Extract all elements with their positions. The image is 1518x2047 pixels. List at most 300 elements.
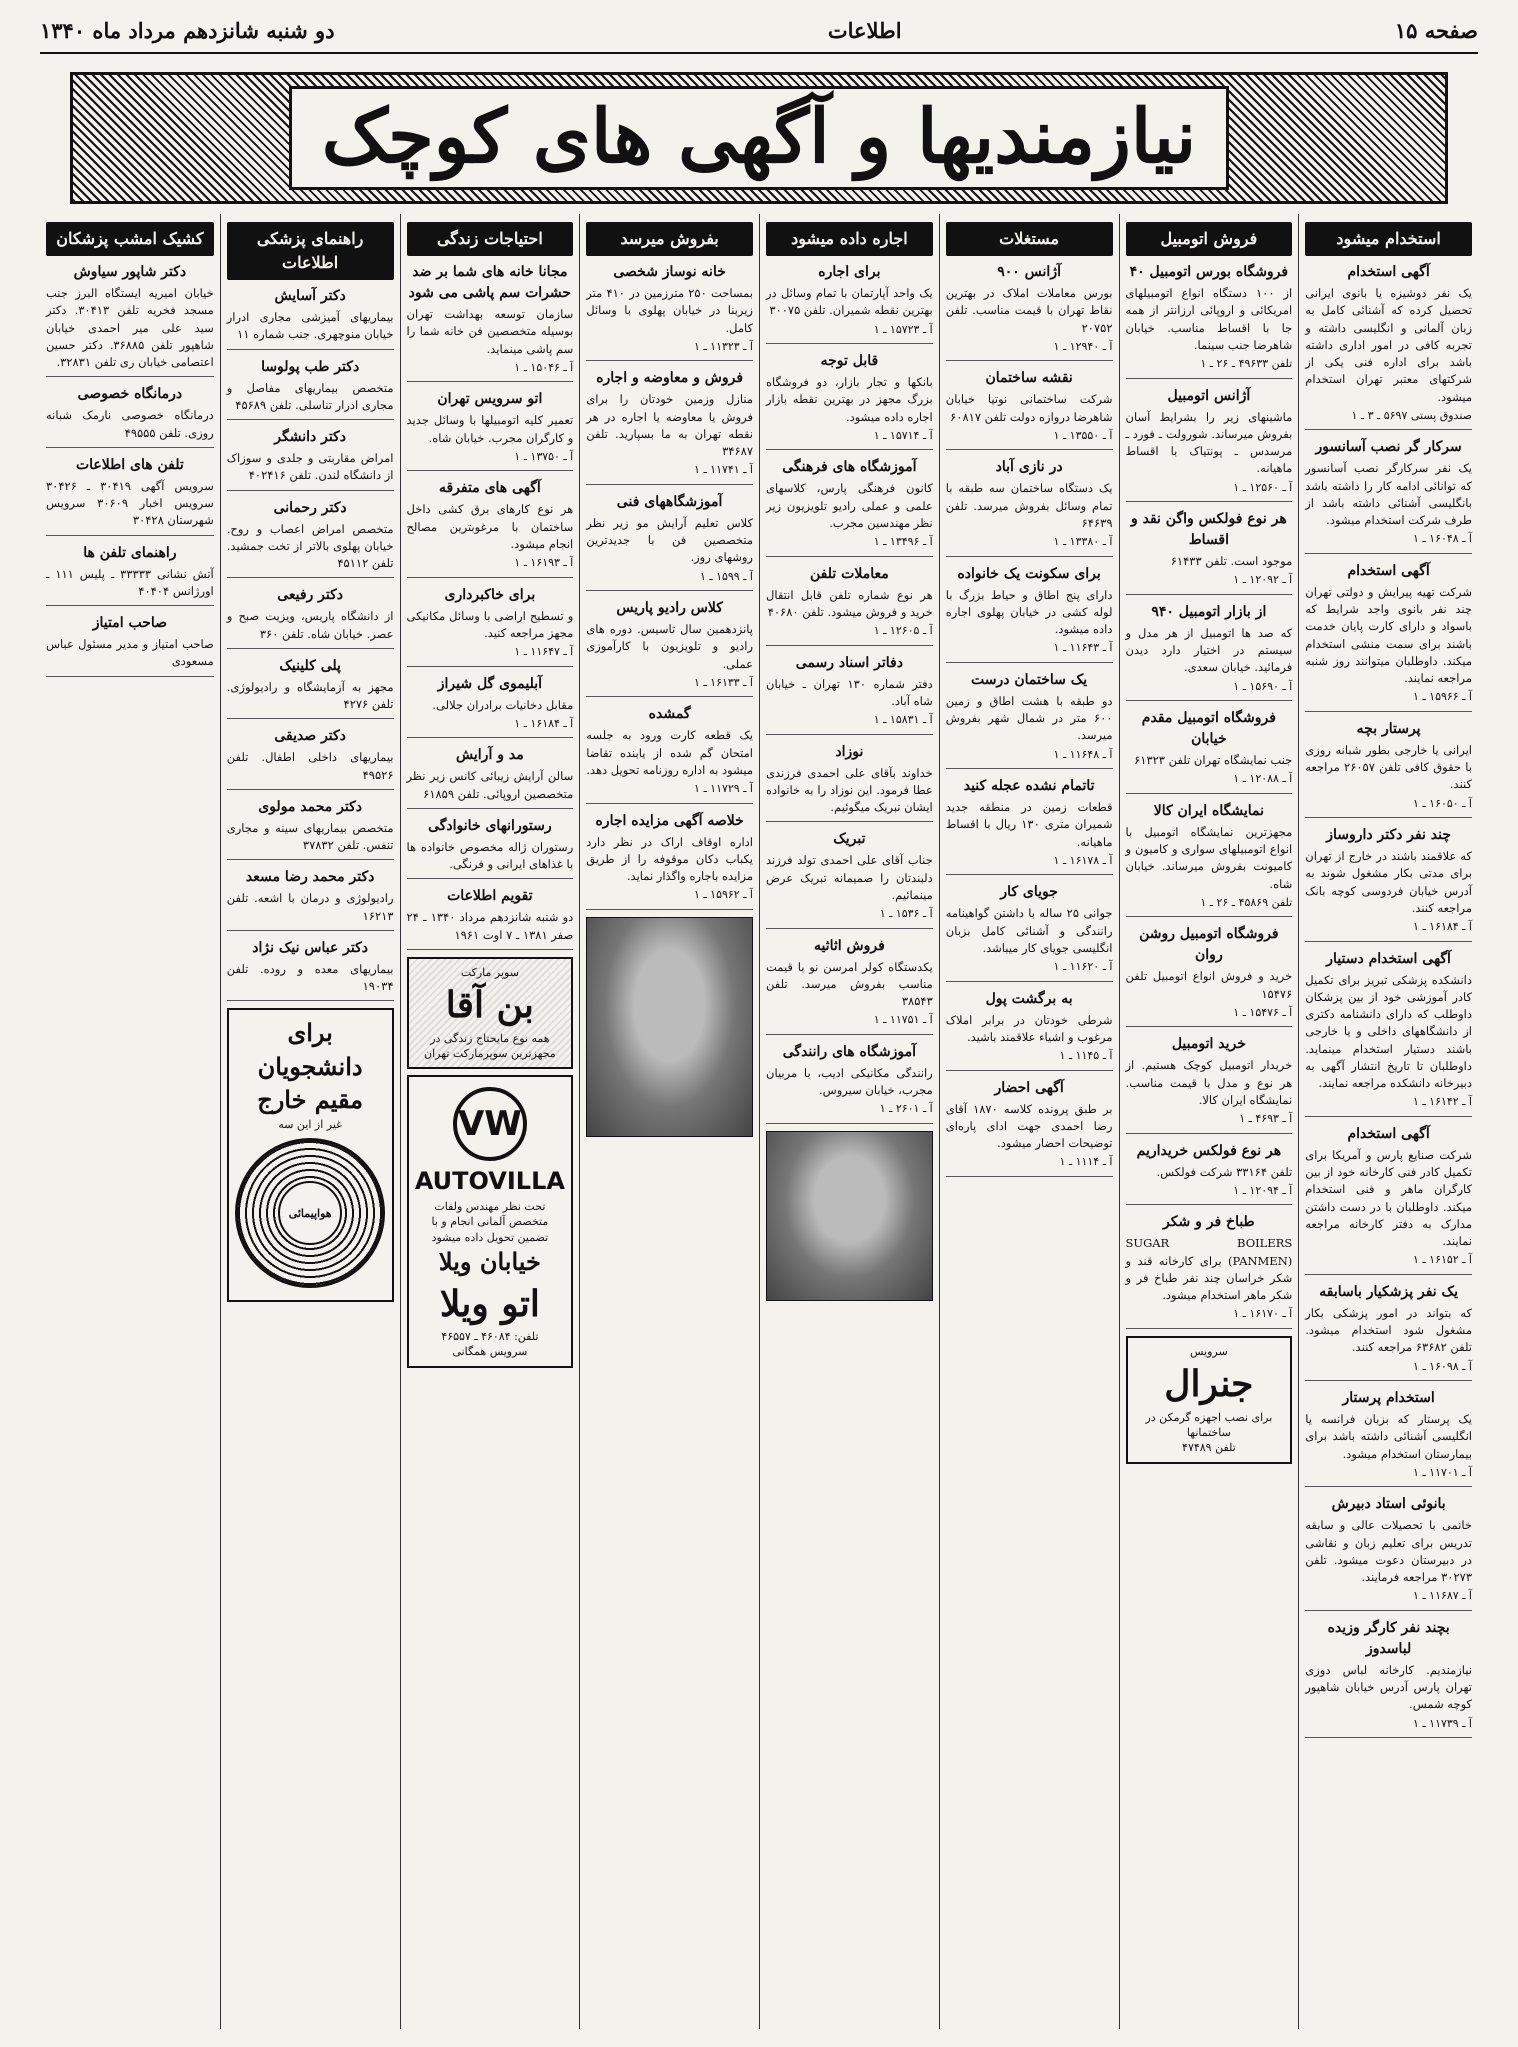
general-line1: سرویس [1190, 1344, 1228, 1358]
classified-ad [46, 384, 214, 448]
classified-ad [946, 670, 1113, 769]
ad-body: صاحب امتیاز و مدیر مسئول عباس مسعودی [46, 637, 214, 669]
classified-ad [1305, 561, 1472, 712]
airline-disc-icon [235, 1138, 385, 1288]
ad-title: پلی کلینیک [279, 657, 341, 674]
ad-title: نمایشگاه ایران کالا [1153, 802, 1265, 819]
ad-divider [227, 930, 394, 931]
ad-divider [46, 676, 214, 677]
ad-title: راهنمای تلفن ها [83, 544, 177, 561]
ad-body: تلفن ۳۳۱۶۴ شرکت فولکس. [1156, 1164, 1293, 1179]
ad-title: صاحب امتیاز [92, 615, 168, 631]
ad-reference: آ ـ ۱۱۷۲۹ ـ ۱ [694, 782, 753, 795]
ad-body: بورس معاملات املاک در بهترین نقاط تهران با قیمت مناسب. تلفن ۲۰۷۵۲ [945, 286, 1113, 335]
classified-ad [766, 936, 933, 1035]
ad-reference: آ ـ ۱۱۱۴ ـ ۱ [1059, 1155, 1113, 1169]
section-heading: فروش اتومبیل [1126, 222, 1293, 256]
page-header [40, 8, 1478, 54]
ad-body: که صد ها اتومبیل از هر مدل و سیستم در اختیار دارد دیدن فرمائید. خیابان سعدی. [1125, 625, 1293, 675]
section-heading: راهنمای پزشکی اطلاعات [227, 222, 394, 280]
ad-reference: آ ـ ۱۶۱۵۲ ـ ۱ [1413, 1253, 1472, 1267]
ad-divider [766, 1034, 933, 1035]
ad-reference: آ ـ ۱۶۱۷۸ ـ ۱ [1053, 853, 1113, 867]
supermarket-name: بن آقا [445, 984, 534, 1027]
ad-divider [766, 734, 933, 735]
classified-ad [1126, 1034, 1293, 1133]
ad-body: قطعات زمین در منطقه جدید شمیران متری ۱۳۰ ریال با اقساط ماهیانه. [945, 800, 1113, 849]
ad-title: تقویم اطلاعات [447, 888, 533, 905]
classified-ad [766, 829, 933, 928]
classified-ad [1305, 1494, 1472, 1611]
ad-divider [1305, 1610, 1472, 1611]
ad-title: آموزشگاه های رانندگی [782, 1043, 916, 1060]
ad-title: آگهی استخدام [1347, 562, 1430, 579]
ad-divider [407, 470, 574, 471]
ad-reference: آ ـ ۱۶۱۳۳ ـ ۱ [694, 675, 753, 689]
column-medical-guide [220, 214, 400, 2029]
section-heading: احتیاجات زندگی [407, 222, 574, 256]
ad-title: آموزشگاه های فرهنگی [782, 459, 917, 476]
classified-ad [1126, 1141, 1293, 1206]
ad-reference: آ ـ ۱۲۰۹۴ ـ ۱ [1233, 1183, 1293, 1197]
classified-ad [227, 585, 394, 649]
ad-title: آژانس اتومبیل [1167, 387, 1251, 404]
page-number: صفحه ۱۵ [1394, 17, 1478, 43]
general-phone: تلفن ۴۷۴۸۹ [1182, 1441, 1236, 1455]
ad-reference: آ ـ ۱۱۴۵ ـ ۱ [1059, 1049, 1113, 1062]
ad-divider [1126, 916, 1293, 917]
ad-body: که علاقمند باشند در خارج از تهران برای مدتی بکار مشغول شوند به آدرس خیابان فردوسی کوچه بانک مراجعه کنند. [1305, 849, 1472, 915]
classified-ad [766, 653, 933, 735]
ad-title: جویای کار [1000, 884, 1058, 901]
classified-ad [227, 867, 394, 931]
ad-divider [946, 449, 1113, 450]
ad-title: تلفن های اطلاعات [75, 456, 184, 473]
classified-ad [1126, 602, 1293, 701]
ad-divider [946, 981, 1113, 982]
classified-ad [1305, 949, 1472, 1117]
ad-reference: آ ـ ۱۲۹۴۰ ـ ۱ [1053, 339, 1113, 353]
ad-title: آگهی های متفرقه [438, 480, 541, 497]
ad-reference: آ ـ ۱۶۰۵۰ ـ ۱ [1413, 796, 1472, 810]
classified-ad [946, 989, 1113, 1071]
ad-divider [227, 419, 394, 420]
classified-ad [946, 564, 1113, 663]
general-service-ad [1126, 1336, 1293, 1464]
autovilla-latin: AUTOVILLA [414, 1167, 565, 1196]
ad-reference: آ ـ ۱۱۳۲۳ ـ ۱ [694, 339, 753, 353]
classified-ad [1305, 825, 1472, 942]
ad-divider [407, 808, 574, 809]
ad-divider [586, 909, 753, 910]
classified-ad [1305, 262, 1472, 430]
vw-logo-icon: VW [453, 1087, 527, 1161]
ad-title: از بازار اتومبیل ۹۴۰ [1151, 603, 1267, 620]
ad-divider [407, 949, 574, 950]
classified-ad [586, 492, 753, 591]
ad-divider [1305, 941, 1472, 942]
ad-reference: آ ـ ۲۶۰۱ ـ ۱ [879, 1102, 933, 1116]
ad-reference: آ ـ ۱۶۱۴۲ ـ ۱ [1413, 1095, 1472, 1109]
ad-title: به برگشت پول [985, 990, 1073, 1007]
ad-body: خریدار اتومبیل کوچک هستیم. از هر نوع و مدل با قیمت مناسب. نمایشگاه ایران کالا. [1125, 1058, 1293, 1107]
general-line3: برای نصب اجهزه گرمکن در ساختمانها [1145, 1410, 1273, 1439]
ad-reference: آ ـ ۱۳۳۸۰ ـ ۱ [1053, 535, 1113, 548]
column-for-sale [579, 214, 759, 2029]
classified-ad [227, 498, 394, 579]
section-heading: بفروش میرسد [586, 222, 753, 256]
classified-ad [227, 357, 394, 421]
ad-reference: آ ـ ۴۶۹۳ ـ ۱ [1239, 1112, 1293, 1125]
ad-body: مقابل دخانیات برادران جلالی. [432, 697, 574, 712]
ad-reference: آ ـ ۱۱۶۲۰ ـ ۱ [1053, 960, 1113, 973]
classified-ad [766, 564, 933, 646]
ad-body: از ۱۰۰ دستگاه انواع اتومبیلهای امریکائی و اروپائی ارزانتر از همه جا با اقساط مناسب. خیابان شاهرضا جنب سینما. [1125, 286, 1293, 352]
ad-body: منازل وزمین خودتان را برای فروش یا معاوضه یا اجاره در هر نقطه تهران به ما بسپارید. تلفن ۳۴۶۸۷ [586, 392, 753, 458]
ad-divider [227, 1000, 394, 1001]
ad-title: طباخ فر و شکر [1163, 1214, 1255, 1231]
classified-ad [1305, 1618, 1472, 1738]
ad-body: یک دستگاه ساختمان سه طبقه با تمام وسائل بفروش میرسد. تلفن ۶۴۶۳۹ [945, 481, 1113, 530]
ad-divider [766, 928, 933, 929]
ad-body: بیماریهای داخلی اطفال. تلفن ۴۹۵۲۶ [226, 750, 394, 782]
ad-body: یک پرستار که بزبان فرانسه یا انگلیسی آشنائی داشته باشد برای بیمارستان استخدام میشود. [1305, 1412, 1472, 1461]
ad-reference: آ ـ ۱۵۰۴۶ ـ ۱ [514, 360, 574, 374]
ad-title: آگهی استخدام [1347, 264, 1430, 280]
issue-date: دو شنبه شانزدهم مرداد ماه ۱۳۴۰ [40, 17, 335, 43]
ad-body: از دانشگاه پاریس، ویزیت صبح و عصر. خیابان شاه. تلفن ۳۶۰ [226, 609, 394, 641]
ad-divider [1305, 817, 1472, 818]
ad-reference: آ ـ ۱۵۸۳۱ ـ ۱ [873, 713, 933, 726]
ad-title: آموزشگاههای فنی [616, 493, 723, 510]
ad-body: نیازمندیم. کارخانه لباس دوزی تهران پارس آدرس خیابان شاهپور کوچه شمس. [1305, 1662, 1472, 1712]
ad-title: رستورانهای خانوادگی [428, 817, 552, 834]
ad-body: یکدستگاه کولر امرسن نو با قیمت مناسب بفروش میرسد. تلفن ۳۸۵۴۳ [766, 959, 933, 1008]
column-doctors-on-call [40, 214, 220, 2029]
section-heading: کشیک امشب پزشکان [46, 222, 214, 256]
ad-divider [1126, 1026, 1293, 1027]
ad-title: خلاصه آگهی مزایده اجاره [595, 812, 744, 829]
ad-body: درمانگاه خصوصی نارمک شبانه روزی. تلفن ۴۹۵۵۵ [46, 408, 214, 440]
ad-body: جنب نمایشگاه تهران تلفن ۶۱۳۲۳ [1134, 753, 1293, 767]
ad-body: یک واحد آپارتمان با تمام وسائل در بهترین نقطه شمیران. تلفن ۳۰۰۷۵ [766, 286, 933, 318]
classified-ad [1126, 708, 1293, 794]
ad-body: دارای پنج اطاق و حیاط بزرگ با لوله کشی در خیابان پهلوی اجاره داده میشود. [945, 587, 1113, 636]
ad-title: چند نفر دکتر داروساز [1326, 827, 1452, 843]
ad-title: کلاس رادیو پاریس [616, 600, 723, 616]
supermarket-line1: سوپر مارکت [460, 965, 519, 979]
classified-ad [227, 656, 394, 720]
classified-ad [1305, 1388, 1472, 1487]
ad-body: رستوران ژاله مخصوص خانواده ها با غذاهای ایرانی و فرنگی. [406, 839, 574, 871]
classified-ad [766, 351, 933, 450]
ad-reference: آ ـ ۱۱۶۴۷ ـ ۱ [514, 645, 574, 658]
ad-title: آژانس ۹۰۰ [997, 264, 1061, 280]
classified-ad [407, 745, 574, 809]
ad-title: فروشگاه اتومبیل روشن روان [1139, 926, 1279, 964]
student-line2: مقیم خارج [257, 1085, 364, 1115]
classified-ad [46, 455, 214, 536]
ad-divider [766, 556, 933, 557]
paper-name: اطلاعات [827, 17, 902, 43]
classified-ad [227, 938, 394, 1002]
ad-title: هر نوع فولکس خریداریم [1136, 1142, 1282, 1159]
column-employment [1298, 214, 1478, 2029]
ad-divider [766, 1123, 933, 1124]
ad-title: قابل توجه [820, 353, 879, 369]
ad-divider [1305, 1380, 1472, 1381]
ad-body: بانکها و تجار بازار، دو فروشگاه بزرگ مجهز در بهترین نقطه بازار اجاره داده میشود. [766, 375, 933, 424]
ad-divider [1126, 1204, 1293, 1205]
ad-divider [1305, 1116, 1472, 1117]
autovilla-line2: خیابان ویلا [438, 1247, 541, 1277]
ad-title: نوزاد [835, 743, 864, 760]
ad-title: دکتر دانشگر [274, 429, 346, 445]
classified-ad [946, 457, 1113, 556]
ad-divider [1305, 1486, 1472, 1487]
ad-body: امراض مقاربتی و جلدی و سوزاک از دانشگاه لندن. تلفن ۴۰۲۴۱۶ [226, 451, 394, 483]
ad-reference: آ ـ ۱۶۱۷۰ ـ ۱ [1233, 1307, 1293, 1321]
ad-title: تبریک [833, 831, 866, 848]
ad-reference: آ ـ ۱۲۶۰۵ ـ ۱ [873, 624, 933, 637]
ad-body: شرکت ساختمانی نوتیا خیابان شاهرضا دروازه دولت تلفن ۶۰۸۱۷ [945, 392, 1113, 424]
ad-body: خرید و فروش انواع اتومبیل تلفن ۱۵۴۷۶ [1125, 969, 1293, 1001]
classified-ad [946, 262, 1113, 361]
supermarket-line3: همه نوع مایحتاج زندگی در مجهزترین سوپرمارکت تهران [424, 1031, 556, 1060]
ad-reference: آ ـ ۱۲۰۹۲ ـ ۱ [1233, 573, 1293, 587]
autovilla-service: سرویس همگانی [452, 1345, 528, 1359]
classified-ad [1126, 509, 1293, 595]
classified-ad [407, 816, 574, 880]
classified-ad [227, 726, 394, 790]
column-car-sales [1119, 214, 1299, 2029]
classifieds-masthead [70, 72, 1448, 204]
ad-body: تعمیر کلیه اتومبیلها با وسائل جدید و کارگران مجرب. خیابان شاه. [406, 413, 574, 445]
classified-ad [46, 543, 214, 607]
ad-title: فروش اثاثیه [813, 937, 885, 954]
classified-ad [946, 882, 1113, 981]
ad-divider [766, 343, 933, 344]
ad-reference: آ ـ ۱۵۹۶۲ ـ ۱ [694, 888, 753, 902]
ad-reference: تلفن ۴۹۶۳۳ ـ ۲۶ ـ ۱ [1200, 357, 1293, 370]
ad-title: فروشگاه اتومبیل مقدم خیابان [1141, 710, 1276, 747]
ad-divider [766, 449, 933, 450]
classified-ad [586, 368, 753, 485]
ad-divider [1126, 1133, 1293, 1134]
ad-body: شرطی خودتان در برابر املاک مرغوب و اشیاء علاقمند باشید. [945, 1012, 1113, 1044]
ad-divider [946, 874, 1113, 875]
supermarket-ad [407, 957, 574, 1070]
ad-title: تاتمام نشده عجله کنید [963, 778, 1095, 794]
classified-ad [1126, 801, 1293, 918]
ad-body: مجهز به آزمایشگاه و رادیولوژی. تلفن ۴۲۷۶ [226, 679, 394, 711]
ad-body: دانشکده پزشکی تبریز برای تکمیل کادر آموزشی خود از بین پزشکان داوطلب که دارای دانشنامه دکتری از دانشگاههای داخلی و یا خارجی باشند دستیار استخدام مینماید. داوطلبان تا تاریخ انتشار آگهی به دبیرخانه دانشکده مراجعه نمایند. [1305, 972, 1472, 1090]
ad-reference: آ ـ ۱۵۴۷۶ ـ ۱ [1233, 1005, 1293, 1019]
classified-ad [407, 389, 574, 471]
ad-title: دکتر رفیعی [277, 587, 344, 604]
ad-reference: آ ـ ۱۳۷۵۰ ـ ۱ [514, 449, 574, 463]
ad-title: برای خاکبرداری [444, 586, 536, 603]
ad-reference: آ ـ ۱۲۵۶۰ ـ ۱ [1233, 480, 1293, 494]
ad-divider [46, 605, 214, 606]
classified-ad [586, 704, 753, 803]
portrait-photo [586, 917, 753, 1137]
classified-ad [407, 886, 574, 950]
disc-label: هواپیمائی [278, 1181, 342, 1245]
classified-ad [1305, 719, 1472, 818]
ad-body: متخصص بیماریهای سینه و مجاری تنفس. تلفن ۳۷۸۳۲ [226, 820, 394, 852]
ad-title: گمشده [648, 706, 691, 723]
masthead-title: نیازمندیها و آگهی های کوچک [289, 86, 1230, 189]
ad-reference: آ ـ ۱۶۱۹۳ ـ ۱ [514, 556, 574, 569]
ad-divider [46, 535, 214, 536]
ad-reference: آ ـ ۱۶۱۸۴ ـ ۱ [1413, 920, 1472, 933]
ad-title: خانه نوساز شخصی [613, 264, 726, 280]
ad-reference: آ ـ ۱۱۷۵۱ ـ ۱ [873, 1013, 933, 1027]
ad-divider [946, 1070, 1113, 1071]
ad-reference: آ ـ ۱۳۵۵۰ ـ ۱ [1053, 428, 1113, 442]
ad-divider [46, 447, 214, 448]
classified-ad [586, 811, 753, 910]
ad-divider [946, 768, 1113, 769]
section-heading: مستغلات [946, 222, 1113, 256]
ad-title: آگهی استخدام دستیار [1326, 950, 1451, 967]
ad-reference: آ ـ ۱۱۶۴۳ ـ ۱ [1053, 641, 1113, 655]
ad-title: پرستار بچه [1356, 720, 1421, 737]
column-household [400, 214, 580, 2029]
ad-body: سازمان توسعه بهداشت تهران بوسیله متخصصین فن خانه شما را سم پاشی مینماید. [406, 307, 574, 356]
ad-body: شرکت صنایع پارس و آمریکا برای تکمیل کادر فنی کارخانه خود از بین کارگران ماهر و فنی استخدام میکند. داوطلبان با در دست داشتن مدارک به دفتر کارخانه مراجعه نمایند. [1305, 1147, 1472, 1248]
classified-ad [946, 776, 1113, 875]
ad-reference: آ ـ ۱۵۳۶ ـ ۱ [879, 907, 933, 920]
ad-divider [407, 737, 574, 738]
ad-title: نقشه ساختمان [985, 370, 1073, 387]
ad-divider [586, 590, 753, 591]
classified-ad [946, 368, 1113, 450]
ad-body: که بتواند در امور پزشکی بکار مشغول شود استخدام میشود. تلفن ۶۳۶۸۲ مراجعه کنند. [1305, 1305, 1472, 1355]
classified-ad [407, 674, 574, 739]
ad-body: ایرانی یا خارجی بطور شبانه روزی با حقوق کافی تلفن ۲۶۰۵۷ مراجعه کنند. [1305, 742, 1472, 792]
ad-body: بر طبق پرونده کلاسه ۱۸۷۰ آقای رضا احمدی جهت ادای پاره‌ای توضیحات احضار میشود. [945, 1101, 1113, 1150]
ad-reference: آ ـ ۱۲۰۸۸ ـ ۱ [1233, 772, 1293, 786]
ad-reference: آ ـ ۱۵۷۲۳ ـ ۱ [873, 322, 933, 336]
classified-ad [766, 262, 933, 344]
ad-divider [46, 376, 214, 377]
ad-body: اداره اوقاف اراک در نظر دارد یکباب دکان موقوفه را از طریق مزایده باجاره واگذار نماید. [586, 834, 753, 883]
student-line3: غیر از این سه [278, 1118, 342, 1132]
ad-divider [1126, 378, 1293, 379]
ad-divider [227, 789, 394, 790]
ad-title: بچند نفر کارگر وزیده لباسدوز [1327, 1619, 1450, 1657]
column-rentals [759, 214, 939, 2029]
ad-reference: آ ـ ۱۱۶۴۸ ـ ۱ [1053, 747, 1113, 761]
ad-divider [227, 349, 394, 350]
classified-ad [946, 1078, 1113, 1177]
classified-ad [1126, 262, 1293, 379]
ad-body: جناب آقای علی احمدی تولد فرزند دلبندتان را صمیمانه تبریک عرض مینمائیم. [766, 853, 933, 902]
ad-title: برای سکونت یک خانواده [957, 565, 1101, 582]
ad-divider [766, 821, 933, 822]
general-line2: جنرال [1164, 1363, 1254, 1406]
ad-divider [1305, 1737, 1472, 1738]
section-heading: استخدام میشود [1305, 222, 1472, 256]
student-line1: برای دانشجویان [257, 1018, 363, 1081]
ad-body: موجود است. تلفن ۶۱۴۳۳ [1170, 554, 1293, 568]
classified-ad [1126, 1212, 1293, 1329]
ad-body: هر نوع شماره تلفن قابل انتقال خرید و فروش میشود. تلفن ۴۰۶۸۰ [766, 587, 933, 619]
ad-title: آگهی احضار [994, 1079, 1064, 1096]
ad-title: بانوئی استاد دبیرش [1331, 1496, 1446, 1513]
ad-body: شرکت تهیه پیرایش و دولتی تهران چند نفر بانوی واجد شرایط که باسواد و دارای کارت پایان خدمت باشند برای سمت منشی استخدام میکند. داوطلبان میتوانند روز شنبه مراجعه نمایند. [1305, 584, 1472, 685]
classified-ad [1126, 386, 1293, 503]
ad-reference: تلفن ۴۵۸۶۹ ـ ۲۶ ـ ۱ [1200, 895, 1293, 909]
ad-divider [1126, 501, 1293, 502]
ad-divider [766, 645, 933, 646]
classified-ad [766, 742, 933, 823]
ad-divider [227, 718, 394, 719]
ad-reference: آ ـ ۱۵۶۹۰ ـ ۱ [1233, 679, 1293, 693]
ad-divider [407, 577, 574, 578]
ad-divider [1305, 711, 1472, 712]
classified-ad [227, 427, 394, 491]
ad-divider [1305, 429, 1472, 430]
ad-divider [1305, 1274, 1472, 1275]
classified-ad [766, 457, 933, 556]
ad-body: یک قطعه کارت ورود به جلسه امتحان گم شده از یابنده تقاضا میشود به اداره روزنامه تحویل دهد. [586, 728, 753, 777]
ad-reference: صندوق پستی ۵۶۹۷ ـ ۳ ـ ۱ [1351, 408, 1472, 422]
autovilla-name: اتو ویلا [439, 1282, 540, 1325]
ad-title: اتو سرویس تهران [437, 391, 543, 408]
ad-divider [227, 577, 394, 578]
ad-reference: آ ـ ۱۵۹۶۶ ـ ۱ [1413, 690, 1472, 704]
ad-body: کلاس تعلیم آرایش مو زیر نظر متخصصین فن با جدیدترین روشهای روز. [586, 515, 753, 565]
ad-body: کانون فرهنگی پارس، کلاسهای علمی و عملی رادیو تلویزیون زیر نظر مهندسین مجرب. [766, 481, 933, 530]
ad-divider [946, 360, 1113, 361]
ad-divider [586, 484, 753, 485]
classified-ad [407, 262, 574, 382]
ad-title: دکتر آسایش [274, 288, 346, 304]
ad-title: دکتر رحمانی [273, 499, 347, 516]
ad-body: یک نفر سرکارگر نصب آسانسور که توانائی ادامه کار را داشته باشد بانگلیسی آشنائی داشته باشد از طرف شرکت استخدام میشود. [1305, 461, 1472, 527]
classified-ad [407, 585, 574, 667]
ad-body: دفتر شماره ۱۳۰ تهران ـ خیابان شاه آباد. [766, 676, 933, 708]
ad-title: سرکار گر نصب آسانسور [1315, 439, 1462, 456]
ad-body: آتش نشانی ۳۳۳۳۳ ـ پلیس ۱۱۱ ـ اورژانس ۴۰۴۰۴ [46, 566, 214, 598]
ad-title: دکتر محمد مولوی [258, 798, 362, 815]
ad-title: فروش و معاوضه و اجاره [596, 370, 744, 387]
section-heading: اجاره داده میشود [766, 222, 933, 256]
ad-divider [1126, 793, 1293, 794]
ad-reference: آ ـ ۱۶۰۴۸ ـ ۱ [1413, 532, 1472, 546]
ad-reference: آ ـ ۱۵۹۹ ـ ۱ [699, 569, 753, 583]
ad-title: مجانا خانه های شما بر ضد حشرات سم پاشی می شود [408, 264, 572, 301]
ad-body: پانزدهمین سال تاسیس. دوره های رادیو و تلویزیون با کارآموزی عملی. [586, 622, 753, 671]
ad-body: مجهزترین نمایشگاه اتومبیل با انواع اتومبیلهای سواری و کامیون و کامیونت بفروش میرساند. خیابان شاه. [1125, 824, 1293, 891]
autovilla-ad [407, 1075, 574, 1368]
ad-title: یک ساختمان درست [971, 671, 1088, 688]
ad-title: دفاتر اسناد رسمی [795, 654, 903, 671]
ad-reference: آ ـ ۱۱۷۰۱ ـ ۱ [1413, 1465, 1472, 1479]
ad-body: دو شنبه شانزدهم مرداد ۱۳۴۰ ـ ۲۴ صفر ۱۳۸۱ ـ ۷ اوت ۱۹۶۱ [406, 910, 574, 942]
classified-ad [766, 1042, 933, 1124]
ad-body: و تسطیح اراضی با وسائل مکانیکی مجهز مراجعه کنید. [406, 608, 574, 640]
ad-divider [586, 360, 753, 361]
autovilla-phones: تلفن: ۴۶۰۸۴ ـ ۴۶۵۵۷ [441, 1330, 539, 1344]
ad-body: سرویس آگهی ۳۰۴۱۹ ـ ۳۰۴۲۶ سرویس اخبار ۳۰۶۰۹ سرویس شهرستان ۳۰۴۲۸ [46, 478, 214, 528]
ad-body: یک نفر دوشیزه یا بانوی ایرانی تحصیل کرده که آشنائی کامل به زبان آلمانی و انگلیسی داشته و تجربه کافی در امور اداری داشته باشد برای اداره فنی یکی از شرکتهای معتبر تهران استخدام میشود. [1305, 286, 1472, 404]
classified-ad [407, 478, 574, 577]
ad-body: ماشینهای زیر را بشرایط آسان بفروش میرساند. شورولت ـ فورد ـ مرسدس ـ پونتیاک با اقساط ماهیانه. [1125, 409, 1293, 476]
